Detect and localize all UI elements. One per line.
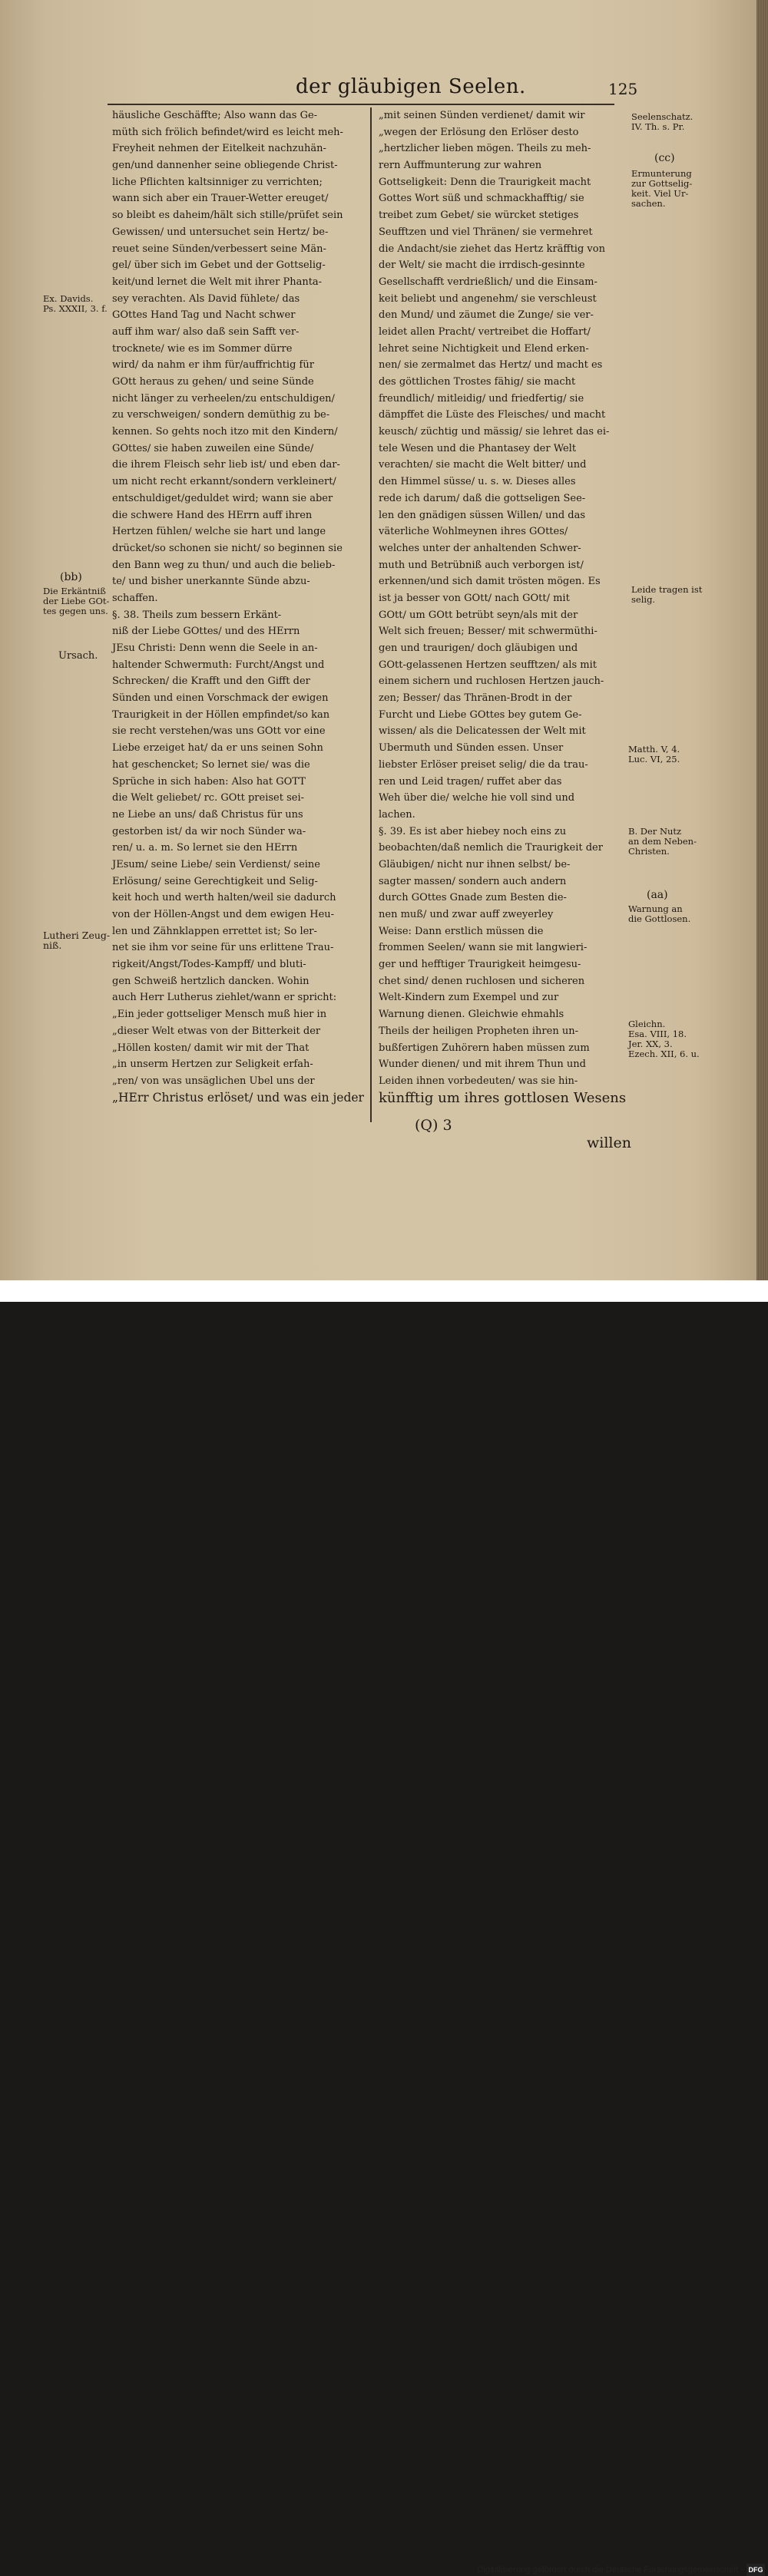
text-line: leidet allen Pracht/ vertreibet die Hoffart/ [379,325,591,338]
text-line: keit beliebt und angenehm/ sie verschleust [379,292,597,305]
margin-note-lutheri: Lutheri Zeug- niß. [43,930,111,951]
text-line: tele Wesen und die Phantasey der Welt [379,442,577,454]
text-line: niß der Liebe GOttes/ und des HErrn [112,626,300,638]
text-line: keit/und lernet die Welt mit ihrer Phanta- [112,276,323,288]
text-line: welches unter der anhaltenden Schwer- [379,542,581,554]
margin-note-nutz: B. Der Nutz an dem Neben- Christen. [628,826,697,857]
text-line: lehret seine Nichtigkeit und Elend erken- [379,342,589,355]
margin-label-bb: (bb) [60,571,82,583]
text-line: väterliche Wohlmeynen ihres GOttes/ [379,526,568,538]
text-line: wird/ da nahm er ihm für/auffrichtig für [112,359,314,372]
text-line: Theils der heiligen Propheten ihren un- [379,1025,578,1037]
text-line: ger und hefftiger Traurigkeit heimgesu- [379,959,581,971]
margin-note-ermunterung: Ermunterung zur Gottselig- keit. Viel Ur- sachen. [631,168,693,209]
text-line: auff ihm war/ also daß sein Safft ver- [112,325,300,338]
margin-note-seelenschatz: Seelenschatz. IV. Th. s. Pr. [631,111,694,132]
text-line: gel/ über sich im Gebet und der Gottselig- [112,259,326,272]
text-line: Erlösung/ seine Gerechtigkeit und Selig- [112,875,318,887]
text-line: ren/ u. a. m. So lernet sie den HErrn [112,842,298,854]
text-line: sagter massen/ sondern auch andern [379,875,567,887]
text-line: ne Liebe an uns/ daß Christus für uns [112,808,303,821]
text-line: „ren/ von was unsäglichen Ubel uns der [112,1075,315,1087]
text-line: Furcht und Liebe GOttes bey gutem Ge- [379,708,582,721]
text-line: Warnung dienen. Gleichwie ehmahls [379,1009,564,1021]
text-line: §. 39. Es ist aber hiebey noch eins zu [379,825,567,837]
text-line: sie recht verstehen/was uns GOtt vor eine [112,725,326,738]
text-line: zen; Besser/ das Thränen-Brodt in der [379,692,572,705]
text-line: lachen. [379,808,415,821]
margin-note-warnung: Warnung an die Gottlosen. [628,903,691,924]
text-line: rigkeit/Angst/Todes-Kampff/ und bluti- [112,959,306,971]
text-line: wissen/ als die Delicatessen der Welt mit [379,725,586,738]
text-line: schaffen. [112,592,158,604]
text-line: JEsum/ seine Liebe/ sein Verdienst/ seine [112,858,320,870]
text-line: einem sichern und ruchlosen Hertzen jauch- [379,675,604,688]
text-line: die schwere Hand des HErrn auff ihren [112,509,313,521]
text-line: rern Auffmunterung zur wahren [379,160,542,172]
text-line: net sie ihm vor seine für uns erlittene Trau- [112,942,334,954]
text-line: zu verschweigen/ sondern demüthig zu be- [112,409,330,421]
page-number: 125 [608,80,638,98]
text-line: um nicht recht erkannt/sondern verkleinert/ [112,476,336,488]
text-line: „Ein jeder gottseliger Mensch muß hier in [112,1009,327,1021]
text-line: gen/und dannenher seine obliegende Christ- [112,160,338,172]
text-line: die ihrem Fleisch sehr lieb ist/ und eben dar- [112,459,340,471]
text-line: bußfertigen Zuhörern haben müssen zum [379,1042,590,1054]
text-line: „HErr Christus erlöset/ und was ein jeder [112,1090,364,1105]
text-line: dämpffet die Lüste des Fleisches/ und macht [379,409,606,421]
text-line: keit hoch und werth halten/weil sie dadurch [112,892,336,904]
text-line: hat geschencket; So lernet sie/ was die [112,758,310,771]
text-line: auch Herr Lutherus ziehlet/wann er spricht: [112,992,337,1004]
text-line: Liebe erzeiget hat/ da er uns seinen Sohn [112,742,323,755]
margin-note-erkaentniss: Die Erkäntniß der Liebe GOt- tes gegen uns. [43,586,110,616]
text-line: trocknete/ wie es im Sommer dürre [112,342,293,355]
text-line: beobachten/daß nemlich die Traurigkeit der [379,842,603,854]
text-line: rede ich darum/ daß die gottseligen See- [379,492,586,504]
text-line: die Andacht/sie ziehet das Hertz kräfftig von [379,243,605,255]
text-line: Gesellschafft verdrießlich/ und die Einsam- [379,276,598,288]
text-line: drücket/so schonen sie nicht/ so beginnen sie [112,542,343,554]
catchword: willen [587,1134,631,1151]
text-line: reuet seine Sünden/verbessert seine Män- [112,243,326,255]
text-line: gen und traurigen/ doch gläubigen und [379,642,578,654]
text-line: die Welt geliebet/ rc. GOtt preiset sei- [112,792,304,804]
text-line: treibet zum Gebet/ sie würcket stetiges [379,210,579,222]
text-line: Sünden und einen Vorschmack der ewigen [112,692,329,705]
text-line: Gottes Wort süß und schmackhafftig/ sie [379,193,584,205]
text-line: haltender Schwermuth: Furcht/Angst und [112,659,325,671]
text-line: Ubermuth und Sünden essen. Unser [379,742,564,755]
text-line: „wegen der Erlösung den Erlöser desto [379,126,579,138]
text-line: Gottseligkeit: Denn die Traurigkeit macht [379,176,591,188]
text-line: häusliche Geschäffte; Also wann das Ge- [112,110,318,121]
text-line: te/ und bisher unerkannte Sünde abzu- [112,576,310,588]
margin-label-cc: (cc) [654,152,675,164]
text-line: frommen Seelen/ wann sie mit langwieri- [379,942,588,954]
text-line: Gläubigen/ nicht nur ihnen selbst/ be- [379,858,571,870]
text-line: so bleibt es daheim/hält sich stille/prüfet sein [112,210,343,222]
text-line: wann sich aber ein Trauer-Wetter ereuget/ [112,193,329,205]
text-line: Freyheit nehmen der Eitelkeit nachzuhän- [112,143,326,155]
text-line: Hertzen fühlen/ welche sie hart und lange [112,526,326,538]
text-line: Schrecken/ die Krafft und den Gifft der [112,675,310,688]
text-line: nen/ sie zermalmet das Hertz/ und macht es [379,359,603,372]
text-line: Welt sich freuen; Besser/ mit schwermüthi- [379,626,598,638]
text-line: ren und Leid tragen/ ruffet aber das [379,775,562,788]
margin-note-david: Ex. Davids. Ps. XXXII, 3. f. [43,293,108,314]
margin-note-leide: Leide tragen ist selig. [631,584,703,605]
text-line: des göttlichen Trostes fähig/ sie macht [379,376,576,388]
text-line: JEsu Christi: Denn wenn die Seele in an- [112,642,318,654]
text-line: GOttes/ sie haben zuweilen eine Sünde/ [112,442,314,454]
text-line: len den gnädigen süssen Willen/ und das [379,509,586,521]
margin-note-matth: Matth. V, 4. Luc. VI, 25. [628,744,680,765]
text-line: den Himmel süsse/ u. s. w. Dieses alles [379,476,576,488]
text-line: Leiden ihnen vorbedeuten/ was sie hin- [379,1075,578,1087]
text-line: Gewissen/ und untersuchet sein Hertz/ be- [112,226,329,238]
text-line: entschuldiget/geduldet wird; wann sie aber [112,492,333,504]
text-line: Weise: Dann erstlich müssen die [379,925,544,937]
text-line: künfftig um ihres gottlosen Wesens [379,1089,627,1106]
text-line: GOttes Hand Tag und Nacht schwer [112,309,296,322]
running-title: der gläubigen Seelen. [296,75,526,98]
text-line: Wunder dienen/ und mit ihrem Thun und [379,1058,586,1071]
book-page [0,0,756,1280]
text-line: „hertzlicher lieben mögen. Theils zu meh- [379,143,591,155]
text-line: nicht länger zu verheelen/zu entschuldigen/ [112,392,335,405]
text-line: gen Schweiß hertzlich dancken. Wohin [112,975,310,987]
text-line: GOtt/ um GOtt betrübt seyn/als mit der [379,609,578,621]
text-line: Sprüche in sich haben: Also hat GOTT [112,775,306,788]
text-line: gestorben ist/ da wir noch Sünder wa- [112,825,306,837]
text-line: verachten/ sie macht die Welt bitter/ und [379,459,587,471]
left-text-column [112,107,364,1106]
text-line: Seufftzen und viel Thränen/ sie vermehret [379,226,593,238]
footer-bar [0,1280,768,2574]
text-line: „mit seinen Sünden verdienet/ damit wir [379,110,585,121]
right-text-column [379,107,626,1106]
text-line: der Welt/ sie macht die irrdisch-gesinnte [379,259,585,272]
page-edge [756,0,768,1280]
text-line: Weh über die/ welche hie voll sind und [379,792,575,804]
text-line: ist ja besser von GOtt/ nach GOtt/ mit [379,592,570,604]
text-line: GOtt heraus zu gehen/ und seine Sünde [112,376,314,388]
margin-note-gleichn: Gleichn. Esa. VIII, 18. Jer. XX, 3. Ezech. XII, 6. u. [628,1019,700,1059]
text-line: „dieser Welt etwas von der Bitterkeit der [112,1025,321,1037]
column-rule [370,107,372,1122]
text-line: erkennen/und sich damit trösten mögen. Es [379,576,601,588]
text-line: müth sich frölich befindet/wird es leicht meh- [112,126,343,138]
header-rule [108,104,614,105]
text-line: keusch/ züchtig und mässig/ sie lehret das ei- [379,426,610,438]
signature-mark: (Q) 3 [415,1117,452,1134]
text-line: Welt-Kindern zum Exempel und zur [379,992,559,1004]
text-line: durch GOttes Gnade zum Besten die- [379,892,567,904]
text-line: sey verachten. Als David fühlete/ das [112,292,300,305]
text-line: liebster Erlöser preiset selig/ die da trau- [379,758,588,771]
text-line: den Mund/ und zäumet die Zunge/ sie ver- [379,309,594,322]
text-line: liche Pflichten kaltsinniger zu verrichten; [112,176,323,188]
text-line: von der Höllen-Angst und dem ewigen Heu- [112,909,335,920]
margin-label-aa: (aa) [647,889,668,901]
text-line: chet sind/ denen ruchlosen und sicheren [379,975,585,987]
text-line: Traurigkeit in der Höllen empfindet/so kan [112,708,330,721]
text-line: freundlich/ mitleidig/ und friedfertig/ sie [379,392,584,405]
text-line: kennen. So gehts noch itzo mit den Kindern/ [112,426,338,438]
text-line: den Bann weg zu thun/ und auch die belieb- [112,559,336,571]
dfg-logo: DFG [746,2564,765,2576]
text-line: „in unserm Hertzen zur Seligkeit erfah- [112,1058,313,1071]
margin-note-ursach: Ursach. [58,650,98,662]
text-line: §. 38. Theils zum bessern Erkänt- [112,609,282,621]
text-line: GOtt-gelassenen Hertzen seufftzen/ als mit [379,659,597,671]
text-line: „Höllen kosten/ damit wir mit der That [112,1042,310,1054]
funding-credit: Digitalisierung gefördert durch die Deutsche Forschungsgemeinschaft - [477,2565,743,2574]
text-line: nen muß/ und zwar auff zweyerley [379,909,554,920]
text-line: len und Zähnklappen errettet ist; So ler- [112,925,317,937]
text-line: muth und Betrübniß auch verborgen ist/ [379,559,584,571]
